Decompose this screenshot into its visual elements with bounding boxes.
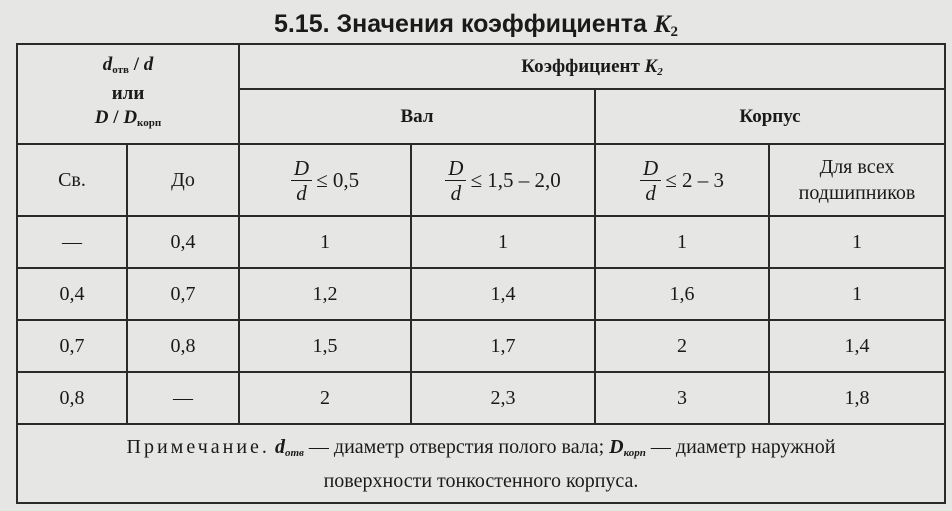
cell-value: 1,4 <box>769 320 945 372</box>
ratio-header: dотв / d или D / Dкорп <box>17 44 239 144</box>
cell-from: — <box>17 216 127 268</box>
cell-value: 1,4 <box>411 268 595 320</box>
cell-value: 1 <box>239 216 411 268</box>
coefficient-table <box>16 43 946 504</box>
cell-value: 1,6 <box>595 268 769 320</box>
cell-to: 0,4 <box>127 216 239 268</box>
table-row <box>17 320 945 372</box>
coefficient-header: Коэффициент $K_2$ <box>239 44 945 89</box>
table-title-number: 5.15. <box>273 10 330 38</box>
cell-value: 1 <box>769 216 945 268</box>
cell-to: 0,7 <box>127 268 239 320</box>
note-label: Примечание. <box>126 435 270 458</box>
cell-to: — <box>127 372 239 424</box>
shaft-condition-1: $\frac{D}{d}$ ≤ 0,5 <box>239 144 411 216</box>
table-row <box>17 268 945 320</box>
col-to-header: До <box>127 144 239 216</box>
cell-to: 0,8 <box>127 320 239 372</box>
table-title <box>0 6 952 42</box>
table-note: Примечание. dотв — диаметр отверстия полого вала; Dкорп — диаметр наружной поверхности тонкостенного корпуса. <box>17 424 945 503</box>
cell-from: 0,7 <box>17 320 127 372</box>
cell-value: 1,5 <box>239 320 411 372</box>
col-from-header: Св. <box>17 144 127 216</box>
shaft-condition-2: $\frac{D}{d}$ ≤ 1,5 – 2,0 <box>411 144 595 216</box>
cell-from: 0,4 <box>17 268 127 320</box>
cell-value: 1 <box>769 268 945 320</box>
table-title-symbol: $K_2$ <box>653 11 679 40</box>
cell-value: 1 <box>411 216 595 268</box>
cell-value: 2,3 <box>411 372 595 424</box>
table-row <box>17 216 945 268</box>
cell-value: 1,8 <box>769 372 945 424</box>
cell-value: 1,7 <box>411 320 595 372</box>
cell-value: 2 <box>239 372 411 424</box>
cell-value: 3 <box>595 372 769 424</box>
cell-from: 0,8 <box>17 372 127 424</box>
cell-value: 2 <box>595 320 769 372</box>
housing-condition-1: $\frac{D}{d}$ ≤ 2 – 3 <box>595 144 769 216</box>
housing-condition-all: Для всех подшипников <box>769 144 945 216</box>
table-title-text: Значения коэффициента <box>336 10 647 38</box>
shaft-header: Вал <box>239 89 595 144</box>
table-row <box>17 372 945 424</box>
housing-header: Корпус <box>595 89 945 144</box>
cell-value: 1 <box>595 216 769 268</box>
cell-value: 1,2 <box>239 268 411 320</box>
